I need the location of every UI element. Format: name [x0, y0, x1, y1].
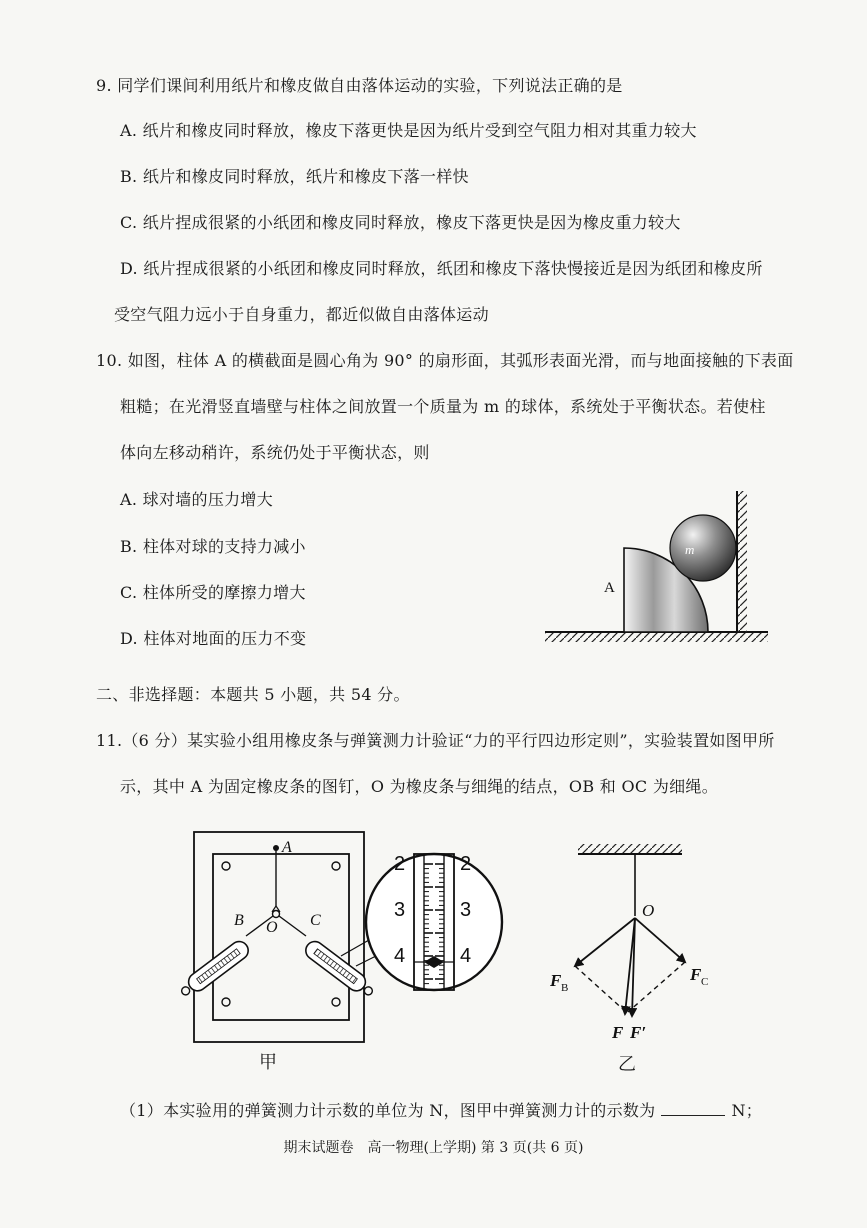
force-fb-arrow [575, 918, 635, 966]
scale-label-3-left: 3 [394, 899, 406, 921]
label-fb-sub: B [561, 982, 569, 994]
spring-scale-left [177, 938, 252, 1001]
scale-label-2-left: 2 [394, 853, 406, 875]
q11-sub1 [120, 1100, 762, 1122]
force-fc-arrow [635, 918, 685, 962]
q10-stem-line2: 粗糙；在光滑竖直墙壁与柱体之间放置一个质量为 m 的球体，系统处于平衡状态。若使柱 [120, 397, 766, 416]
label-o-yi: O [642, 901, 655, 920]
cylinder-label-a: A [604, 580, 615, 596]
knot-o [273, 911, 280, 918]
ceiling-hatch [578, 844, 682, 854]
ground-hatch [545, 633, 768, 642]
scale-label-3-right: 3 [460, 899, 472, 921]
label-fc: F [690, 965, 702, 984]
scale-label-4-left: 4 [394, 945, 406, 967]
board-pin-tr [332, 862, 340, 870]
magnified-scale [366, 854, 502, 990]
page-footer: 期末试题卷 高一物理(上学期) 第 3 页(共 6 页) [283, 1140, 584, 1156]
q10-option-a: A. 球对墙的压力增大 [120, 490, 274, 509]
q11-stem-line1: 11.（6 分）某实验小组用橡皮条与弹簧测力计验证“力的平行四边形定则”，实验装置如图甲所 [96, 731, 775, 750]
string-oc [279, 916, 306, 936]
caption-jia: 甲 [259, 1052, 277, 1073]
q11-stem-line2: 示，其中 A 为固定橡皮条的图钉，O 为橡皮条与细绳的结点，OB 和 OC 为细绳。 [120, 777, 719, 796]
wall-hatch [738, 491, 747, 632]
caption-yi: 乙 [618, 1054, 636, 1075]
answer-blank[interactable] [661, 1101, 725, 1116]
spring-scale-right [302, 938, 377, 1001]
label-b: B [234, 912, 244, 929]
q9-option-d-line2: 受空气阻力远小于自身重力，都近似做自由落体运动 [114, 305, 489, 324]
ball-m [670, 515, 736, 581]
q10-stem-line3: 体向左移动稍许，系统仍处于平衡状态，则 [120, 443, 430, 462]
q9-option-c: C. 纸片捏成很紧的小纸团和橡皮同时释放，橡皮下落更快是因为橡皮重力较大 [120, 213, 681, 232]
q10-option-c: C. 柱体所受的摩擦力增大 [120, 583, 306, 602]
section-2-heading: 二、非选择题：本题共 5 小题，共 54 分。 [96, 685, 410, 704]
label-fb: F [550, 971, 562, 990]
q11-figure-jia [176, 828, 506, 1048]
q9-option-b: B. 纸片和橡皮同时释放，纸片和橡皮下落一样快 [120, 167, 469, 186]
label-a: A [282, 839, 292, 856]
label-c: C [310, 912, 321, 929]
board-pin-tl [222, 862, 230, 870]
label-f: F [612, 1023, 624, 1042]
q9-stem: 9. 同学们课间利用纸片和橡皮做自由落体运动的实验，下列说法正确的是 [96, 76, 623, 95]
paper-inner [213, 854, 349, 1020]
q10-stem-line1: 10. 如图，柱体 A 的横截面是圆心角为 90° 的扇形面，其弧形表面光滑，而与地面接触的下表面 [96, 351, 794, 370]
scale-label-4-right: 4 [460, 945, 472, 967]
q11-sub1-unit: N； [731, 1101, 763, 1120]
ball-label-m: m [685, 542, 695, 557]
board-pin-bl [222, 998, 230, 1006]
q9-option-d-line1: D. 纸片捏成很紧的小纸团和橡皮同时释放，纸团和橡皮下落快慢接近是因为纸团和橡皮所 [120, 259, 763, 278]
q10-option-b: B. 柱体对球的支持力减小 [120, 537, 306, 556]
label-o: O [266, 919, 278, 936]
scale-label-2-right: 2 [460, 853, 472, 875]
label-f-prime: F′ [630, 1023, 647, 1042]
q10-option-d: D. 柱体对地面的压力不变 [120, 629, 307, 648]
parallelogram-side-2 [628, 962, 685, 1012]
q11-sub1-text: （1）本实验用的弹簧测力计示数的单位为 N，图甲中弹簧测力计的示数为 [120, 1101, 656, 1120]
label-fc-sub: C [701, 976, 709, 988]
q11-figure-yi [540, 840, 720, 1050]
parallelogram-side-1 [575, 966, 626, 1012]
q10-figure [540, 486, 780, 646]
q9-option-a: A. 纸片和橡皮同时释放，橡皮下落更快是因为纸片受到空气阻力相对其重力较大 [120, 121, 697, 140]
board-pin-br [332, 998, 340, 1006]
